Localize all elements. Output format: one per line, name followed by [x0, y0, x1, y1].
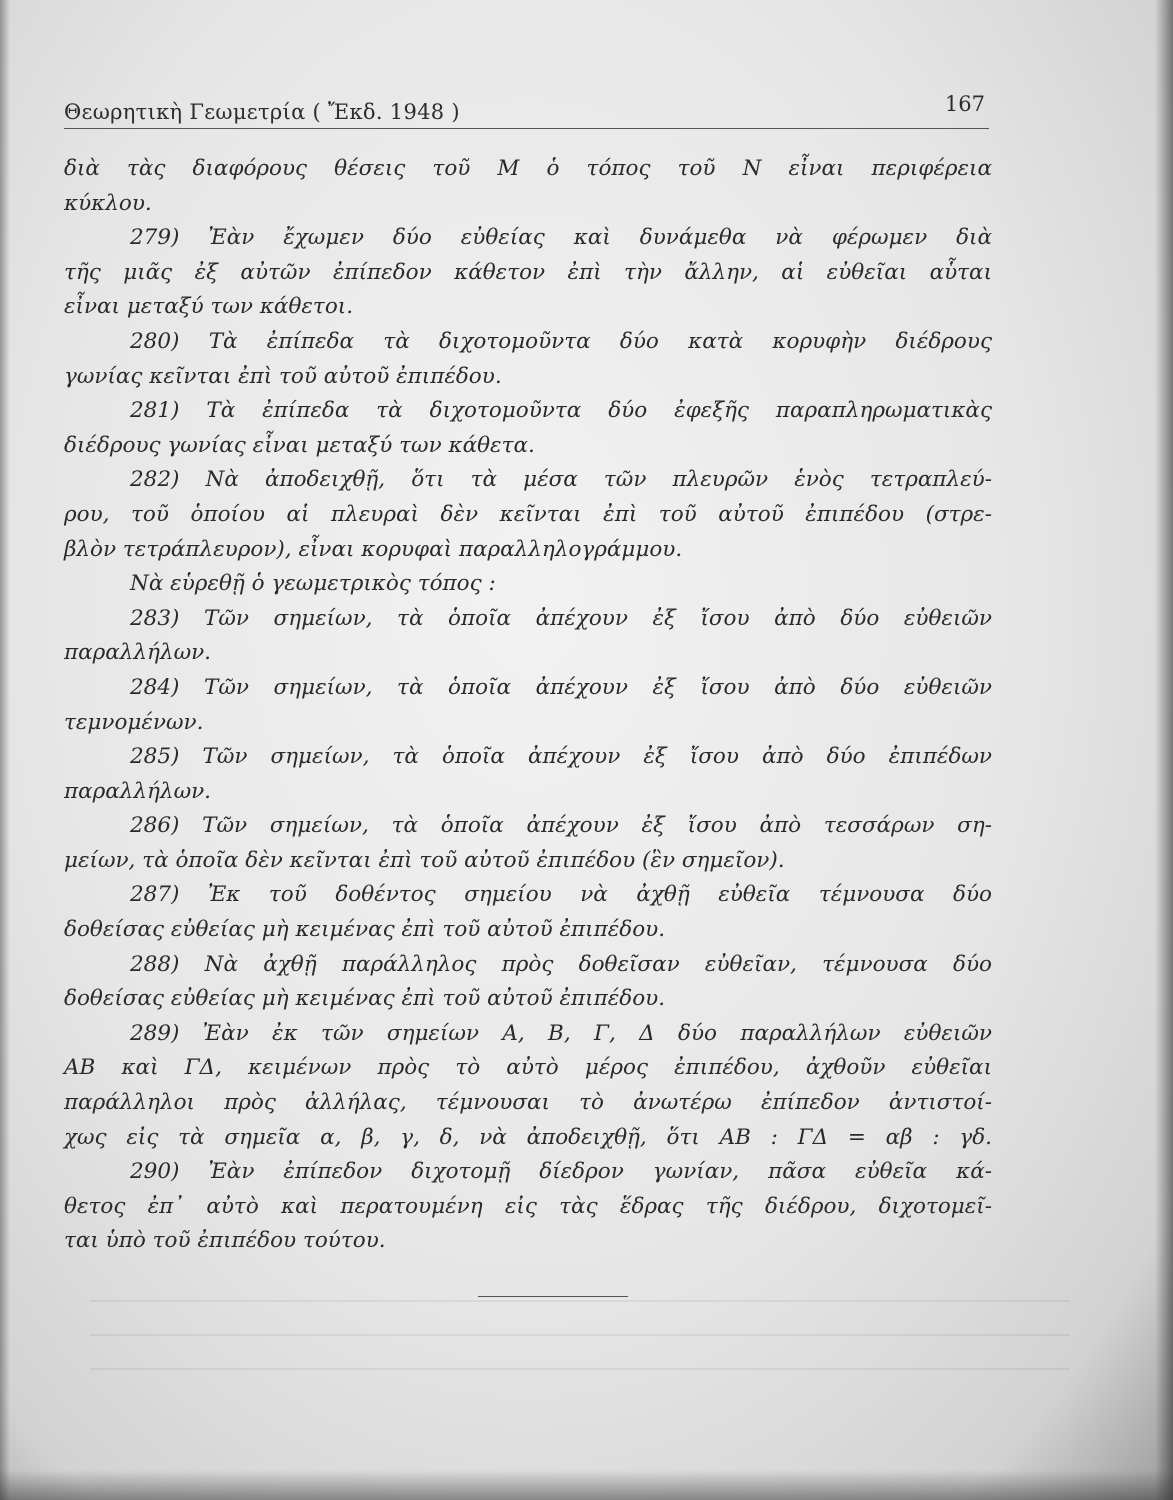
text-line: ΑΒ καὶ ΓΔ, κειμένων πρὸς τὸ αὐτὸ μέρος ἐπιπέδου, ἀχθοῦν εὐθεῖαι — [64, 1055, 992, 1081]
text-line: 281) Τὰ ἐπίπεδα τὰ διχοτομοῦντα δύο ἐφεξῆς παραπληρωματικὰς — [130, 398, 992, 424]
text-line: 290) Ἐὰν ἐπίπεδον διχοτομῇ δίεδρον γωνίαν, πᾶσα εὐθεῖα κά- — [130, 1159, 992, 1185]
page-shadow-left — [0, 0, 10, 1500]
page-shadow-bottom — [0, 1470, 1173, 1500]
text-line: δοθείσας εὐθείας μὴ κειμένας ἐπὶ τοῦ αὐτοῦ ἐπιπέδου. — [64, 986, 666, 1012]
page-number: 167 — [944, 92, 985, 116]
text-line: θετος ἐπ᾽ αὐτὸ καὶ περατουμένη εἰς τὰς ἕδρας τῆς διέδρου, διχοτομεῖ- — [64, 1193, 992, 1219]
text-line: τῆς μιᾶς ἐξ αὐτῶν ἐπίπεδον κάθετον ἐπὶ τὴν ἄλλην, αἱ εὐθεῖαι αὗται — [64, 259, 992, 285]
text-line: 280) Τὰ ἐπίπεδα τὰ διχοτομοῦντα δύο κατὰ κορυφὴν διέδρους — [130, 328, 992, 354]
text-line: διέδρους γωνίας εἶναι μεταξύ των κάθετα. — [64, 432, 535, 458]
text-line: Νὰ εὑρεθῇ ὁ γεωμετρικὸς τόπος : — [130, 571, 496, 597]
text-line: γωνίας κεῖνται ἐπὶ τοῦ αὐτοῦ ἐπιπέδου. — [64, 363, 502, 389]
text-line: ται ὑπὸ τοῦ ἐπιπέδου τούτου. — [64, 1228, 386, 1254]
text-line: κύκλου. — [64, 190, 152, 216]
show-through-text — [90, 1300, 1070, 1380]
text-line: 286) Τῶν σημείων, τὰ ὁποῖα ἀπέχουν ἐξ ἴσου ἀπὸ τεσσάρων ση- — [130, 813, 992, 839]
text-line: 287) Ἐκ τοῦ δοθέντος σημείου νὰ ἀχθῇ εὐθεῖα τέμνουσα δύο — [130, 882, 992, 908]
running-title: Θεωρητικὴ Γεωμετρία ( Ἔκδ. 1948 ) — [64, 100, 460, 124]
text-line: χως εἰς τὰ σημεῖα α, β, γ, δ, νὰ ἀποδειχθῇ, ὅτι ΑΒ : ΓΔ = αβ : γδ. — [64, 1124, 992, 1150]
text-line: εἶναι μεταξύ των κάθετοι. — [64, 294, 354, 320]
section-end-rule — [478, 1296, 628, 1297]
text-line: παράλληλοι πρὸς ἀλλήλας, τέμνουσαι τὸ ἀνωτέρω ἐπίπεδον ἀντιστοί- — [64, 1090, 992, 1116]
text-line: παραλλήλων. — [64, 640, 212, 666]
text-line: 288) Νὰ ἀχθῇ παράλληλος πρὸς δοθεῖσαν εὐθεῖαν, τέμνουσα δύο — [130, 951, 992, 977]
text-line: βλὸν τετράπλευρον), εἶναι κορυφαὶ παραλληλογράμμου. — [64, 536, 683, 562]
text-line: δοθείσας εὐθείας μὴ κειμένας ἐπὶ τοῦ αὐτοῦ ἐπιπέδου. — [64, 917, 666, 943]
text-line: τεμνομένων. — [64, 709, 204, 735]
text-line: 279) Ἐὰν ἔχωμεν δύο εὐθείας καὶ δυνάμεθα νὰ φέρωμεν διὰ — [130, 225, 992, 251]
text-line: ρου, τοῦ ὁποίου αἱ πλευραὶ δὲν κεῖνται ἐπὶ τοῦ αὐτοῦ ἐπιπέδου (στρε- — [64, 501, 992, 527]
text-line: 284) Τῶν σημείων, τὰ ὁποῖα ἀπέχουν ἐξ ἴσου ἀπὸ δύο εὐθειῶν — [130, 674, 992, 700]
text-line: 282) Νὰ ἀποδειχθῇ, ὅτι τὰ μέσα τῶν πλευρῶν ἑνὸς τετραπλεύ- — [130, 467, 992, 493]
exercise-text-block — [64, 152, 992, 1259]
text-line: διὰ τὰς διαφόρους θέσεις τοῦ Μ ὁ τόπος τοῦ Ν εἶναι περιφέρεια — [64, 156, 992, 181]
text-line: παραλλήλων. — [64, 778, 212, 804]
text-line: 289) Ἐὰν ἐκ τῶν σημείων Α, Β, Γ, Δ δύο παραλλήλων εὐθειῶν — [130, 1020, 992, 1046]
text-line: μείων, τὰ ὁποῖα δὲν κεῖνται ἐπὶ τοῦ αὐτοῦ ἐπιπέδου (ἓν σημεῖον). — [64, 847, 785, 873]
text-line: 285) Τῶν σημείων, τὰ ὁποῖα ἀπέχουν ἐξ ἴσου ἀπὸ δύο ἐπιπέδων — [130, 744, 992, 770]
text-line: 283) Τῶν σημείων, τὰ ὁποῖα ἀπέχουν ἐξ ἴσου ἀπὸ δύο εὐθειῶν — [130, 605, 992, 631]
running-header — [64, 92, 989, 129]
page-shadow-right — [1155, 0, 1173, 1500]
